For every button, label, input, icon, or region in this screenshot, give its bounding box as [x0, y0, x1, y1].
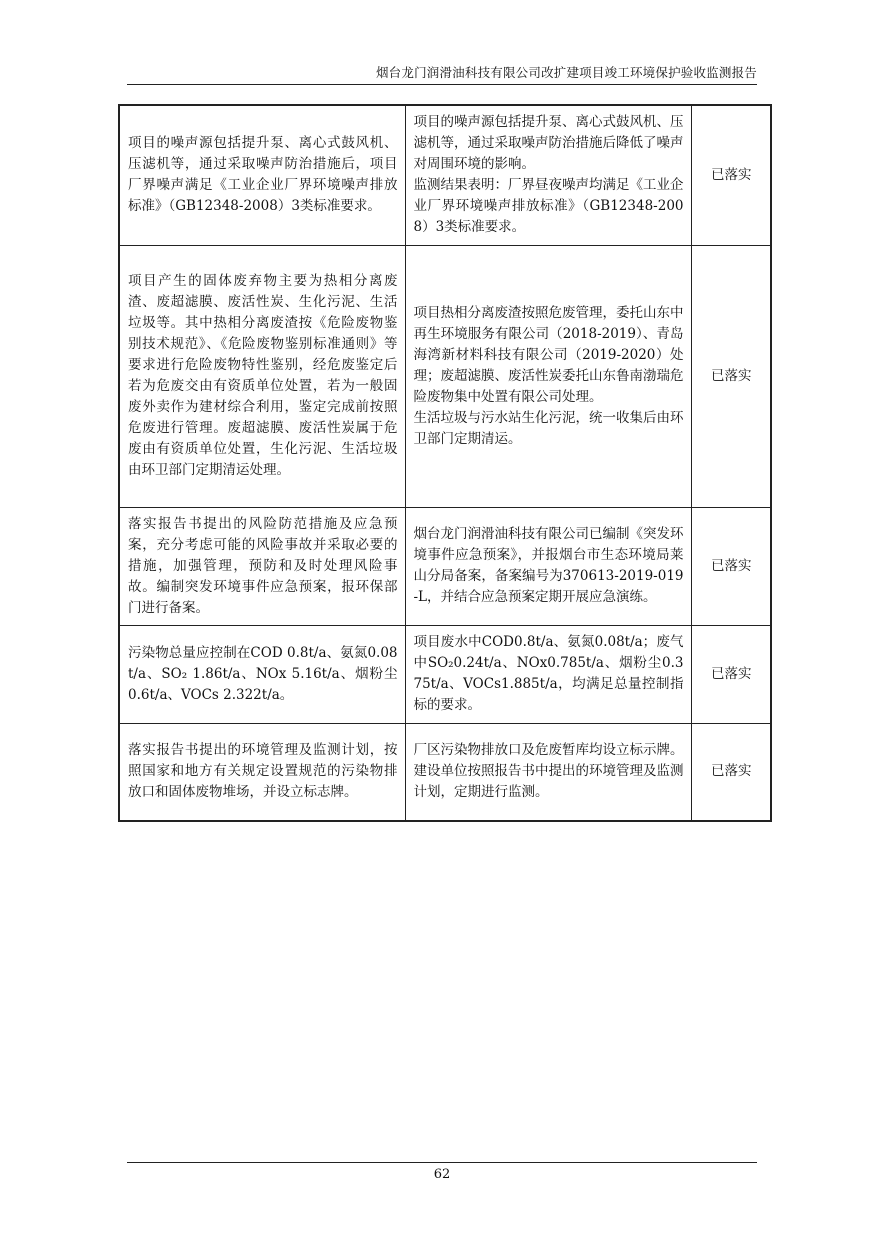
requirement-cell: 项目的噪声源包括提升泵、离心式鼓风机、压滤机等，通过采取噪声防治措施后，项目厂界噪声满足《工业企业厂界环境噪声排放标准》（GB12348-2008）3类标准要求。 — [119, 105, 405, 245]
table-row — [119, 723, 771, 821]
status-cell: 已落实 — [691, 723, 771, 821]
requirement-cell: 落实报告书提出的风险防范措施及应急预案，充分考虑可能的风险事故并采取必要的措施，加强管理，预防和及时处理风险事故。编制突发环境事件应急预案，报环保部门进行备案。 — [119, 507, 405, 625]
status-cell: 已落实 — [691, 625, 771, 723]
status-cell: 已落实 — [691, 507, 771, 625]
requirement-cell: 污染物总量应控制在COD 0.8t/a、氨氮0.08t/a、SO₂ 1.86t/a、NOx 5.16t/a、烟粉尘0.6t/a、VOCs 2.322t/a。 — [119, 625, 405, 723]
table-row — [119, 105, 771, 245]
status-cell: 已落实 — [691, 245, 771, 507]
table-row — [119, 625, 771, 723]
implementation-cell: 项目的噪声源包括提升泵、离心式鼓风机、压滤机等，通过采取噪声防治措施后降低了噪声对周围环境的影响。 监测结果表明：厂界昼夜噪声均满足《工业企业厂界环境噪声排放标准》（GB12348-2008）3类标准要求。 — [405, 105, 691, 245]
page-header: 烟台龙门润滑油科技有限公司改扩建项目竣工环境保护验收监测报告 — [375, 65, 757, 80]
footer-rule — [127, 1162, 757, 1163]
requirement-cell: 项目产生的固体废弃物主要为热相分离废渣、废超滤膜、废活性炭、生化污泥、生活垃圾等。其中热相分离废渣按《危险废物鉴别技术规范》、《危险废物鉴别标准通则》等要求进行危险废物特性鉴别，经危废鉴定后若为危废交由有资质单位处置，若为一般固废外卖作为建材综合利用，鉴定完成前按照危废进行管理。废超滤膜、废活性炭属于危废由有资质单位处置，生化污泥、生活垃圾由环卫部门定期清运处理。 — [119, 245, 405, 507]
table-row — [119, 245, 771, 507]
implementation-cell: 烟台龙门润滑油科技有限公司已编制《突发环境事件应急预案》，并报烟台市生态环境局莱山分局备案，备案编号为370613-2019-019-L，并结合应急预案定期开展应急演练。 — [405, 507, 691, 625]
page-number: 62 — [433, 1167, 451, 1182]
header-rule — [127, 84, 757, 85]
compliance-table — [118, 104, 772, 822]
status-cell: 已落实 — [691, 105, 771, 245]
requirement-cell: 落实报告书提出的环境管理及监测计划，按照国家和地方有关规定设置规范的污染物排放口和固体废物堆场，并设立标志牌。 — [119, 723, 405, 821]
implementation-cell: 厂区污染物排放口及危废暂库均设立标示牌。建设单位按照报告书中提出的环境管理及监测计划，定期进行监测。 — [405, 723, 691, 821]
table-row — [119, 507, 771, 625]
implementation-cell: 项目热相分离废渣按照危废管理，委托山东中再生环境服务有限公司（2018-2019）、青岛海湾新材料科技有限公司（2019-2020）处理；废超滤膜、废活性炭委托山东鲁南渤瑞危险废物集中处置有限公司处理。 生活垃圾与污水站生化污泥，统一收集后由环卫部门定期清运。 — [405, 245, 691, 507]
implementation-cell: 项目废水中COD0.8t/a、氨氮0.08t/a；废气中SO₂0.24t/a、NOx0.785t/a、烟粉尘0.375t/a、VOCs1.885t/a，均满足总量控制指标的要求。 — [405, 625, 691, 723]
